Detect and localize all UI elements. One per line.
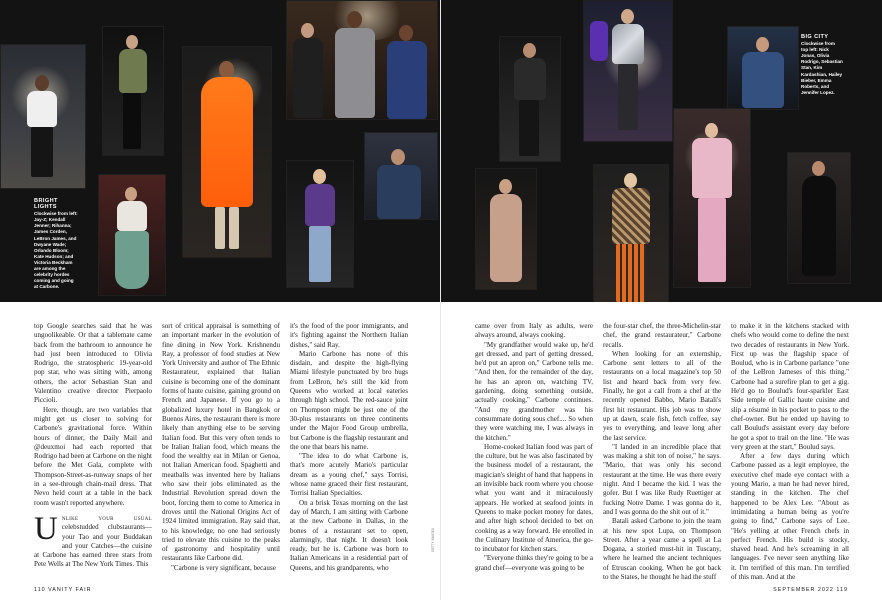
photo-sebastian-stan [727, 26, 799, 110]
paragraph: After a few days during which Carbone passed as a legit employee, the executive chef made eye contact with a young Mario, a man he had never hired, standing in the kitchen. The chef happened to be Alex Lee. "About as intimidating a human being as you're going to find," Carbone says of Lee. "He's yelling at other French chefs in perfect French. His build is stocky, shaved head. And he's screaming in all languages. I've never seen anything like it. I'm terrified of this man. I'm terrified of this man. And at the [731, 452, 849, 580]
paragraph: Here, though, are two variables that might get us closer to solving for Carbone's gravitational force. Within hours of dinner, the Daily Mail and @deuxmoi had each reported that Rodrigo had been at Carbone on the night before the Met Gala, complete with Thompson-Street-as-runway snaps of her in a see-through chain-mail dress. That Nevo held court at a table in the back room wasn't reported anywhere. [34, 405, 152, 507]
photo-victoria-beckham [98, 174, 166, 296]
text-column-3 [290, 322, 408, 580]
caption-bright-lights [34, 198, 78, 290]
paragraph: Batali asked Carbone to join the team at his new spot Lupa, on Thompson Street. After a year came a spell at La Dogana, a storied must-hit in Tuscany, where he learned the ancient techniques of Etruscan cooking. When he got back to the States, he thought he had the stuff [603, 517, 721, 580]
paragraph: "I landed in an incredible place that was making a shit ton of noise," he says. "Mario, that was only his second restaurant at the time. He was there every night. And I became the kid. I was the gofer. But I was like Rudy Ruettiger at fucking Notre Dame. I was gonna do it, and I was gonna do the shit out of it." [603, 442, 721, 516]
photo-kim-kardashian [787, 152, 851, 284]
drop-cap: U [34, 510, 58, 547]
folio-left: 110 VANITY FAIR [34, 587, 92, 593]
paragraph: "Carbone is very significant, because [171, 563, 276, 572]
caption-text: Clockwise from left: Jay-Z; Kendall Jenner; Rihanna; James Corden, LeBron James, and Dwyane Wade; Orlando Bloom; Kate Hudson; and Victoria Beckham are among the celebrity hordes coming and going at Carbone. [34, 211, 78, 290]
paragraph: On a brisk Texas morning on the last day of March, I am sitting with Carbone at the new Carbone in Dallas, in the bones of a restaurant set to open, alarmingly, that night. It doesn't look ready, but he is. Carbone was born to Italian Americans in a residential part of Queens, and his grandparents, who [290, 498, 408, 572]
caption-text: Clockwise from top left: Nick Jonas, Olivia Rodrigo, Sebastian Stan, Kim Kardashian, Hailey Bieber, Emma Roberts, and Jennifer Lopez. [801, 41, 843, 95]
paragraph: celebstudded clubstaurants—your Tao and your Buddakan and your Catches—the cuisine at Carbone has earned three stars from Pete Wells at The New York Times. This [34, 523, 152, 569]
text-column-4 [475, 322, 593, 580]
paragraph: it's the food of the poor immigrants, and it's fighting against the Northern Italian dishes," said Ray. [290, 322, 408, 349]
paragraph: Mario Carbone has none of this disdain, and despite the high-flying Miami lifestyle punctuated by bro hugs from LeBron, he's still the kid from Queens who worked at local eateries through high school. The red-sauce joint on Thompson might be just one of the 30-plus restaurants on three continents under the Major Food Group umbrella, but Carbone is the flagship restaurant and the one that bears his name. [290, 349, 408, 451]
text-column-2 [162, 322, 280, 580]
photo-rihanna [182, 46, 272, 258]
photo-collage-left [0, 0, 441, 302]
paragraph: sort of critical appraisal is something of an important marker in the evolution of fine dining in New York. Krishnendu Ray, a professor of food studies at New York University and author of The Ethnic Restaurateur, explained that Italian cuisine is becoming one of the dominant forms of haute cuisine, gaining ground on French and Japanese. If you go to a globalized luxury hotel in Bangkok or Buenos Aires, the restaurant there is more likely than anything else to be serving Italian food. But this very often tends to be Italian Italian food, which means the food the wealthy eat in Milan or Genoa, not Italian American food. Spaghetti and meatballs was invented here by Italians who saw their jobs eliminated as the Industrial Revolution spread down the boot, forcing them to come to America in droves until the National Origins Act of 1924 limited immigration. Ray said that, to his knowledge, no one had seriously tried to elevate this cuisine to the peaks of gastronomy and hospitality until restaurants like Carbone did. [162, 322, 280, 563]
folio-right: SEPTEMBER 2022 119 [773, 587, 848, 593]
text-column-5 [603, 322, 721, 580]
section-opening [34, 510, 152, 570]
paragraph: came over from Italy as adults, were always around, always cooking. [475, 322, 593, 340]
paragraph: top Google searches said that he was ungoolikeable. Or that a tablemate came back from the bathroom to announce he had just been introduced to Olivia Rodrigo, the stratospheric 19-year-old pop star, who was sitting with, among others, the actor Sebastian Stan and Valentino creative director Pierpaolo Piccioli. [34, 322, 152, 405]
caption-title: BRIGHT LIGHTS [34, 198, 58, 211]
photo-kate-hudson [286, 160, 354, 288]
photo-kendall-jenner [102, 26, 164, 156]
photo-collage-right [441, 0, 882, 302]
photo-jennifer-lopez [475, 168, 537, 290]
text-column-1 [34, 322, 152, 580]
photo-olivia-rodrigo [583, 0, 673, 142]
paragraph: "My grandfather would wake up, he'd get dressed, and part of getting dressed, he'd put an apron on," Carbone tells me. "And then, for the remainder of the day, he has an apron on, watching TV, gardening, doing something outside, actually cooking," Carbone continues. "And my grandmother was his consummate doting sous chef.... So when they were watching me, I was always in the kitchen." [475, 340, 593, 442]
paragraph: When looking for an externship, Carbone sent letters to all of the restaurants on a local magazine's top 50 list and heard back from very few. Finally, he got a call from a chef at the recently opened Babbo, Mario Batali's first hit restaurant. His job was to show up at dawn, scale fish, fetch coffee, say yes to everything, and leave long after the last service. [603, 349, 721, 442]
paragraph: to make it in the kitchens stacked with chefs who would come to define the next two decades of restaurants in New York. First up was the flagship space of Boulud, who is in Carbone parlance "one of the LeBron Jameses of this thing." Carbone had a surefire plan to get a gig. He'd go to Boulud's four-sparkler East Side temple of Gallic haute cuisine and slip a résumé in his pocket to pass to the chef-owner. But he ended up having to call Boulud's assistant every day before he got a spot to trail on the line. "He was very green at the start," Boulud says. [731, 322, 849, 451]
paragraph: Home-cooked Italian food was part of the culture, but he was also fascinated by the business model of a restaurant, the magician's sleight of hand that happens in an invisible back room where you choose what you want and it miraculously appears. He worked at seafood joints in Queens to make pocket money for dates, and after high school decided to bet on cooking as a way forward. He enrolled in the Culinary Institute of America, the go-to incubator for kitchen stars. [475, 442, 593, 554]
photo-emma-roberts [593, 164, 669, 302]
right-page [441, 0, 882, 600]
paragraph: the four-star chef, the three-Michelin-star chef, the grand restaurateur," Carbone recalls. [603, 322, 721, 349]
lead-in: nlike your usual [61, 513, 152, 522]
text-column-6 [731, 322, 849, 580]
photo-credit: GETTY IMAGES [431, 528, 435, 552]
paragraph: "The idea to do what Carbone is, that's more acutely Mario's particular dream as a young chef," says Torrisi, whose name graced their first restaurant, Torrisi Italian Specialties. [290, 452, 408, 498]
paragraph: "Everyone thinks they're going to be a grand chef—everyone was going to be [475, 554, 593, 572]
photo-nick-jonas [499, 36, 561, 162]
photo-hailey-bieber [673, 108, 751, 288]
caption-big-city [801, 34, 843, 96]
photo-orlando-bloom [364, 132, 438, 220]
caption-title: BIG CITY [801, 34, 829, 40]
photo-corden-lebron-wade [286, 0, 438, 120]
photo-jay-z [0, 44, 86, 189]
